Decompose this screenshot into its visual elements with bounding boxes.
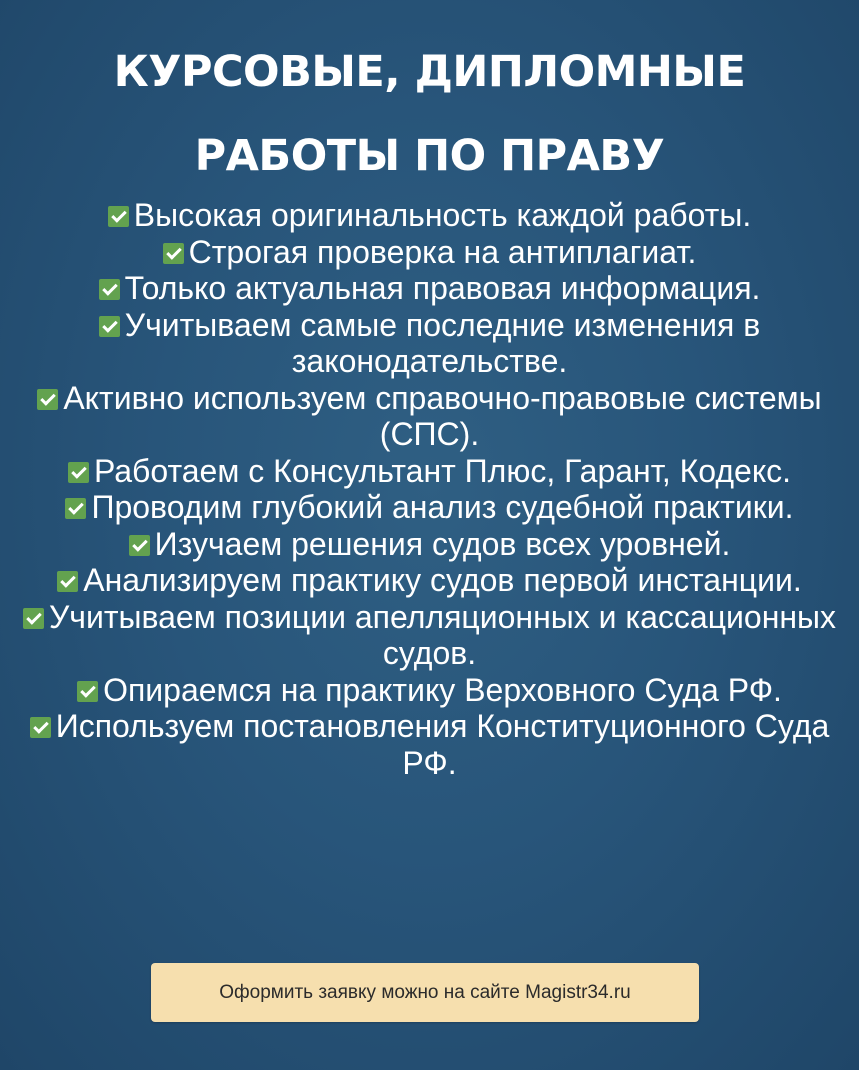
page-title: [0, 30, 859, 198]
feature-item: [20, 489, 839, 526]
check-mark-icon: [37, 389, 58, 410]
check-mark-icon: [30, 717, 51, 738]
title-line-1: КУРСОВЫЕ, ДИПЛОМНЫЕ: [113, 47, 746, 97]
feature-text: Только актуальная правовая информация.: [124, 270, 761, 306]
feature-text: Учитываем самые последние изменения в законодательстве.: [124, 306, 761, 379]
feature-item: [20, 270, 839, 307]
feature-text: Работаем с Консультант Плюс, Гарант, Кодекс.: [93, 452, 792, 489]
check-mark-icon: [99, 316, 120, 337]
feature-text: Анализируем практику судов первой инстанции.: [83, 562, 802, 598]
check-mark-icon: [77, 681, 98, 702]
feature-item: [20, 380, 839, 453]
feature-list: [20, 197, 839, 781]
feature-item: [20, 562, 839, 599]
check-mark-icon: [65, 498, 86, 519]
check-mark-icon: [129, 535, 150, 556]
feature-text: Используем постановления Конституционного Суда РФ.: [55, 708, 830, 781]
feature-item: [20, 708, 839, 781]
feature-item: [20, 197, 839, 234]
feature-item: [20, 307, 839, 380]
order-cta-label: Оформить заявку можно на сайте Magistr34.ru: [219, 981, 631, 1003]
feature-item: [20, 526, 839, 563]
check-mark-icon: [99, 279, 120, 300]
feature-text: Опираемся на практику Верховного Суда РФ.: [103, 671, 782, 708]
feature-item: [20, 599, 839, 672]
feature-text: Строгая проверка на антиплагиат.: [188, 233, 697, 270]
feature-text: Изучаем решения судов всех уровней.: [154, 525, 731, 562]
order-cta-button[interactable]: [151, 963, 699, 1022]
check-mark-icon: [57, 571, 78, 592]
feature-item: [20, 234, 839, 271]
feature-item: [20, 453, 839, 490]
check-mark-icon: [108, 206, 129, 227]
feature-text: Учитываем позиции апелляционных и кассационных судов.: [48, 598, 837, 671]
title-line-2: РАБОТЫ ПО ПРАВУ: [194, 131, 665, 181]
check-mark-icon: [163, 243, 184, 264]
feature-text: Высокая оригинальность каждой работы.: [133, 197, 752, 233]
feature-item: [20, 672, 839, 709]
feature-text: Проводим глубокий анализ судебной практики.: [91, 489, 794, 525]
check-mark-icon: [68, 462, 89, 483]
check-mark-icon: [23, 608, 44, 629]
feature-text: Активно используем справочно-правовые системы (СПС).: [63, 379, 822, 452]
